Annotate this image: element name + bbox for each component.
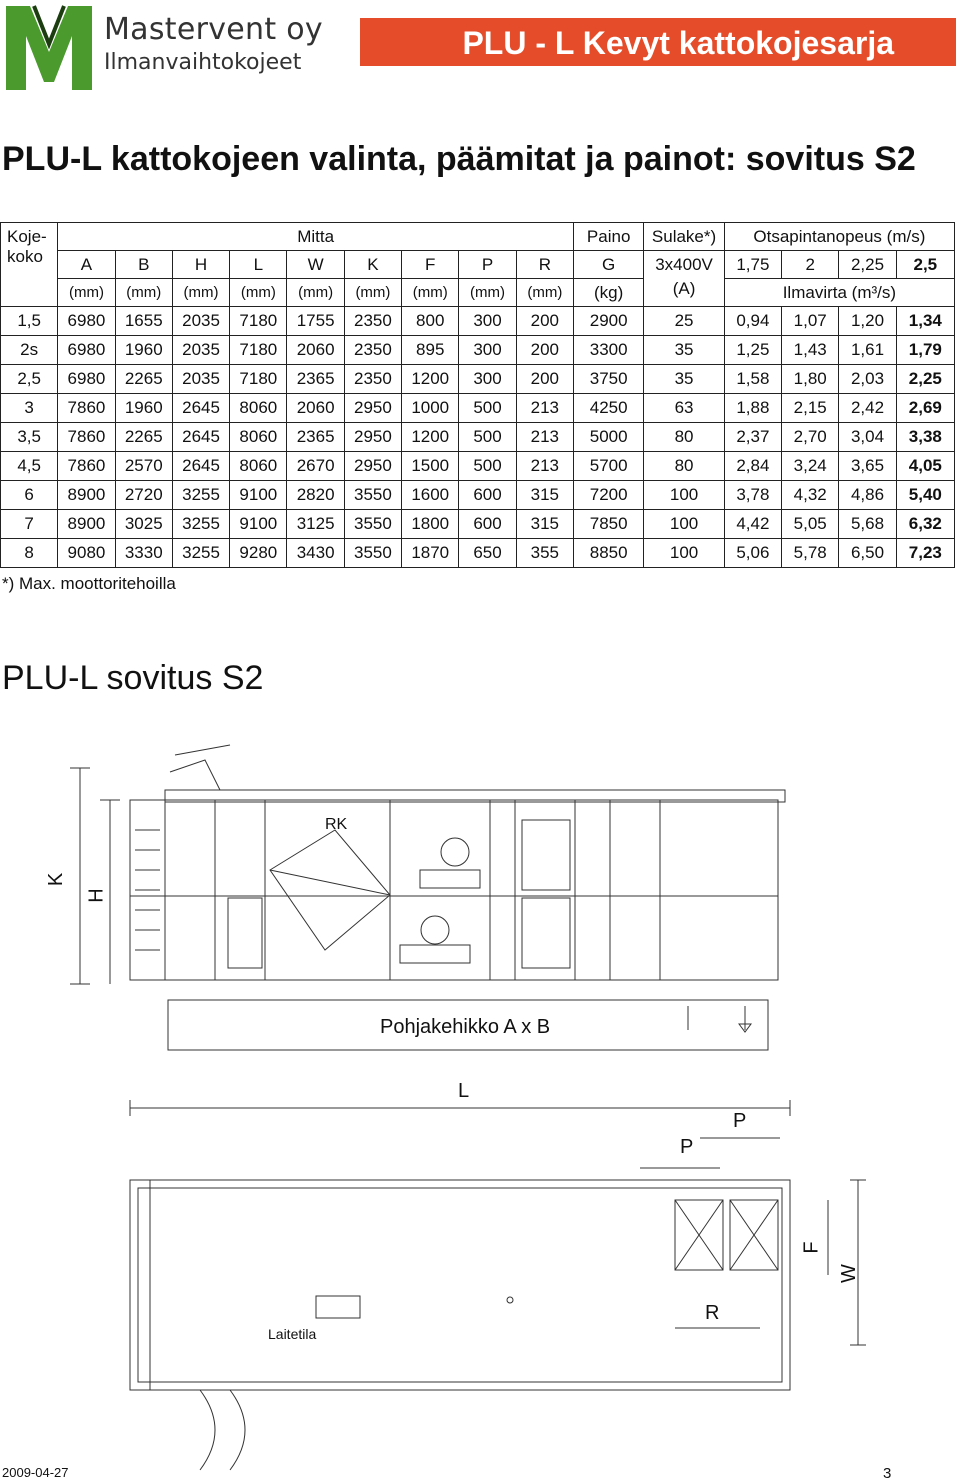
value-cell: 3,24 [782, 452, 839, 481]
value-cell: 2570 [115, 452, 172, 481]
value-cell: 35 [644, 336, 724, 365]
value-cell: 5,06 [724, 539, 781, 568]
size-cell: 4,5 [1, 452, 58, 481]
value-cell: 6,32 [896, 510, 954, 539]
value-cell: 80 [644, 423, 724, 452]
paino-header: Paino [573, 223, 643, 251]
value-cell: 7200 [573, 481, 643, 510]
value-cell: 2,70 [782, 423, 839, 452]
value-cell: 3550 [344, 481, 401, 510]
label-F: F [800, 1241, 823, 1254]
value-cell: 2,84 [724, 452, 781, 481]
mitta-header: Mitta [58, 223, 574, 251]
label-RK: RK [325, 816, 348, 833]
dim-header: B [115, 251, 172, 279]
value-cell: 1,88 [724, 394, 781, 423]
value-cell: 3,38 [896, 423, 954, 452]
value-cell: 2950 [344, 423, 401, 452]
value-cell: 9100 [230, 510, 287, 539]
value-cell: 1755 [287, 307, 344, 336]
value-cell: 1,20 [839, 307, 896, 336]
value-cell: 213 [516, 394, 573, 423]
value-cell: 3550 [344, 539, 401, 568]
value-cell: 2365 [287, 365, 344, 394]
plan-view [130, 1100, 866, 1470]
unit-mm: (mm) [172, 279, 229, 307]
kojekoko-header: Koje-koko [1, 223, 58, 307]
value-cell: 8060 [230, 394, 287, 423]
value-cell: 600 [459, 510, 516, 539]
value-cell: 2350 [344, 336, 401, 365]
value-cell: 100 [644, 510, 724, 539]
value-cell: 1,43 [782, 336, 839, 365]
dim-header: K [344, 251, 401, 279]
value-cell: 4,05 [896, 452, 954, 481]
value-cell: 6980 [58, 307, 115, 336]
value-cell: 2670 [287, 452, 344, 481]
value-cell: 5,05 [782, 510, 839, 539]
value-cell: 5,78 [782, 539, 839, 568]
value-cell: 2350 [344, 307, 401, 336]
value-cell: 5,68 [839, 510, 896, 539]
value-cell: 2035 [172, 336, 229, 365]
speed-header: 1,75 [724, 251, 781, 279]
footer-date: 2009-04-27 [2, 1465, 69, 1480]
value-cell: 7180 [230, 365, 287, 394]
dim-header: F [402, 251, 459, 279]
value-cell: 2035 [172, 307, 229, 336]
value-cell: 200 [516, 307, 573, 336]
value-cell: 80 [644, 452, 724, 481]
value-cell: 2060 [287, 394, 344, 423]
speed-header: 2,5 [896, 251, 954, 279]
ilmavirta-label: Ilmavirta (m³/s) [724, 279, 954, 307]
value-cell: 300 [459, 307, 516, 336]
unit-mm: (mm) [287, 279, 344, 307]
value-cell: 800 [402, 307, 459, 336]
value-cell: 2645 [172, 394, 229, 423]
value-cell: 3,78 [724, 481, 781, 510]
value-cell: 2900 [573, 307, 643, 336]
paino-letter: G [573, 251, 643, 279]
value-cell: 213 [516, 423, 573, 452]
value-cell: 8900 [58, 510, 115, 539]
label-P: P [680, 1136, 694, 1158]
section-title-fitting: PLU-L sovitus S2 [2, 659, 264, 697]
value-cell: 5700 [573, 452, 643, 481]
size-cell: 7 [1, 510, 58, 539]
value-cell: 6980 [58, 365, 115, 394]
value-cell: 315 [516, 481, 573, 510]
value-cell: 1800 [402, 510, 459, 539]
value-cell: 2060 [287, 336, 344, 365]
value-cell: 3750 [573, 365, 643, 394]
value-cell: 500 [459, 394, 516, 423]
value-cell: 35 [644, 365, 724, 394]
value-cell: 1,34 [896, 307, 954, 336]
sulake-unit: (A) [644, 279, 724, 307]
unit-mm: (mm) [402, 279, 459, 307]
value-cell: 300 [459, 336, 516, 365]
value-cell: 4,32 [782, 481, 839, 510]
value-cell: 3,65 [839, 452, 896, 481]
sulake-voltage: 3x400V [644, 251, 724, 279]
value-cell: 25 [644, 307, 724, 336]
value-cell: 1200 [402, 423, 459, 452]
otsapintanopeus-header: Otsapintanopeus (m/s) [724, 223, 954, 251]
unit-mm: (mm) [344, 279, 401, 307]
value-cell: 3025 [115, 510, 172, 539]
value-cell: 100 [644, 539, 724, 568]
size-cell: 8 [1, 539, 58, 568]
value-cell: 2950 [344, 452, 401, 481]
value-cell: 2,25 [896, 365, 954, 394]
value-cell: 8060 [230, 423, 287, 452]
footnote: *) Max. moottoritehoilla [2, 574, 176, 593]
product-banner: PLU - L Kevyt kattokojesarja [360, 18, 956, 66]
value-cell: 1,25 [724, 336, 781, 365]
value-cell: 1200 [402, 365, 459, 394]
value-cell: 2,69 [896, 394, 954, 423]
value-cell: 200 [516, 336, 573, 365]
value-cell: 8060 [230, 452, 287, 481]
label-W: W [837, 1264, 860, 1283]
value-cell: 200 [516, 365, 573, 394]
value-cell: 6980 [58, 336, 115, 365]
service-room-label: Laitetila [268, 1326, 317, 1342]
value-cell: 1600 [402, 481, 459, 510]
value-cell: 500 [459, 452, 516, 481]
value-cell: 5000 [573, 423, 643, 452]
value-cell: 7860 [58, 394, 115, 423]
unit-mm: (mm) [58, 279, 115, 307]
dim-header: W [287, 251, 344, 279]
value-cell: 2365 [287, 423, 344, 452]
value-cell: 2350 [344, 365, 401, 394]
value-cell: 1655 [115, 307, 172, 336]
speed-header: 2,25 [839, 251, 896, 279]
value-cell: 1,79 [896, 336, 954, 365]
value-cell: 355 [516, 539, 573, 568]
label-P: P [733, 1110, 747, 1132]
value-cell: 7180 [230, 336, 287, 365]
unit-kg: (kg) [573, 279, 643, 307]
value-cell: 5,40 [896, 481, 954, 510]
value-cell: 1870 [402, 539, 459, 568]
size-cell: 2,5 [1, 365, 58, 394]
value-cell: 3255 [172, 539, 229, 568]
unit-mm: (mm) [230, 279, 287, 307]
value-cell: 8850 [573, 539, 643, 568]
value-cell: 2,42 [839, 394, 896, 423]
value-cell: 1960 [115, 394, 172, 423]
size-cell: 6 [1, 481, 58, 510]
value-cell: 1960 [115, 336, 172, 365]
label-H: H [85, 888, 108, 903]
value-cell: 1,07 [782, 307, 839, 336]
value-cell: 9100 [230, 481, 287, 510]
value-cell: 4250 [573, 394, 643, 423]
value-cell: 100 [644, 481, 724, 510]
dim-header: P [459, 251, 516, 279]
value-cell: 3330 [115, 539, 172, 568]
company-tagline: Ilmanvaihtokojeet [104, 50, 302, 75]
value-cell: 2950 [344, 394, 401, 423]
size-cell: 3,5 [1, 423, 58, 452]
value-cell: 4,42 [724, 510, 781, 539]
side-view [70, 745, 785, 1050]
value-cell: 315 [516, 510, 573, 539]
value-cell: 2035 [172, 365, 229, 394]
value-cell: 213 [516, 452, 573, 481]
size-cell: 2s [1, 336, 58, 365]
value-cell: 1,58 [724, 365, 781, 394]
company-name: Mastervent oy [104, 12, 323, 47]
value-cell: 2645 [172, 452, 229, 481]
value-cell: 8900 [58, 481, 115, 510]
value-cell: 1,61 [839, 336, 896, 365]
value-cell: 1,80 [782, 365, 839, 394]
value-cell: 3550 [344, 510, 401, 539]
value-cell: 2,03 [839, 365, 896, 394]
base-frame-caption: Pohjakehikko A x B [380, 1016, 551, 1038]
value-cell: 6,50 [839, 539, 896, 568]
value-cell: 3125 [287, 510, 344, 539]
value-cell: 7,23 [896, 539, 954, 568]
value-cell: 7850 [573, 510, 643, 539]
value-cell: 2265 [115, 423, 172, 452]
value-cell: 7180 [230, 307, 287, 336]
speed-header: 2 [782, 251, 839, 279]
value-cell: 9280 [230, 539, 287, 568]
page-number: 3 [883, 1465, 892, 1482]
value-cell: 0,94 [724, 307, 781, 336]
value-cell: 3,04 [839, 423, 896, 452]
value-cell: 2,15 [782, 394, 839, 423]
dim-header: H [172, 251, 229, 279]
label-L: L [458, 1080, 470, 1102]
value-cell: 9080 [58, 539, 115, 568]
size-cell: 3 [1, 394, 58, 423]
unit-mm: (mm) [459, 279, 516, 307]
value-cell: 1500 [402, 452, 459, 481]
unit-mm: (mm) [115, 279, 172, 307]
section-title-selection: PLU-L kattokojeen valinta, päämitat ja painot: sovitus S2 [2, 140, 916, 178]
value-cell: 3300 [573, 336, 643, 365]
value-cell: 2265 [115, 365, 172, 394]
dim-header: A [58, 251, 115, 279]
value-cell: 600 [459, 481, 516, 510]
value-cell: 1000 [402, 394, 459, 423]
size-cell: 1,5 [1, 307, 58, 336]
label-R: R [705, 1302, 720, 1324]
value-cell: 7860 [58, 423, 115, 452]
value-cell: 63 [644, 394, 724, 423]
dim-header: R [516, 251, 573, 279]
value-cell: 2645 [172, 423, 229, 452]
value-cell: 3430 [287, 539, 344, 568]
value-cell: 4,86 [839, 481, 896, 510]
value-cell: 300 [459, 365, 516, 394]
value-cell: 7860 [58, 452, 115, 481]
value-cell: 895 [402, 336, 459, 365]
value-cell: 2720 [115, 481, 172, 510]
value-cell: 3255 [172, 481, 229, 510]
value-cell: 3255 [172, 510, 229, 539]
value-cell: 650 [459, 539, 516, 568]
unit-mm: (mm) [516, 279, 573, 307]
dim-header: L [230, 251, 287, 279]
value-cell: 500 [459, 423, 516, 452]
label-K: K [45, 872, 68, 887]
value-cell: 2,37 [724, 423, 781, 452]
value-cell: 2820 [287, 481, 344, 510]
sulake-header: Sulake*) [644, 223, 724, 251]
